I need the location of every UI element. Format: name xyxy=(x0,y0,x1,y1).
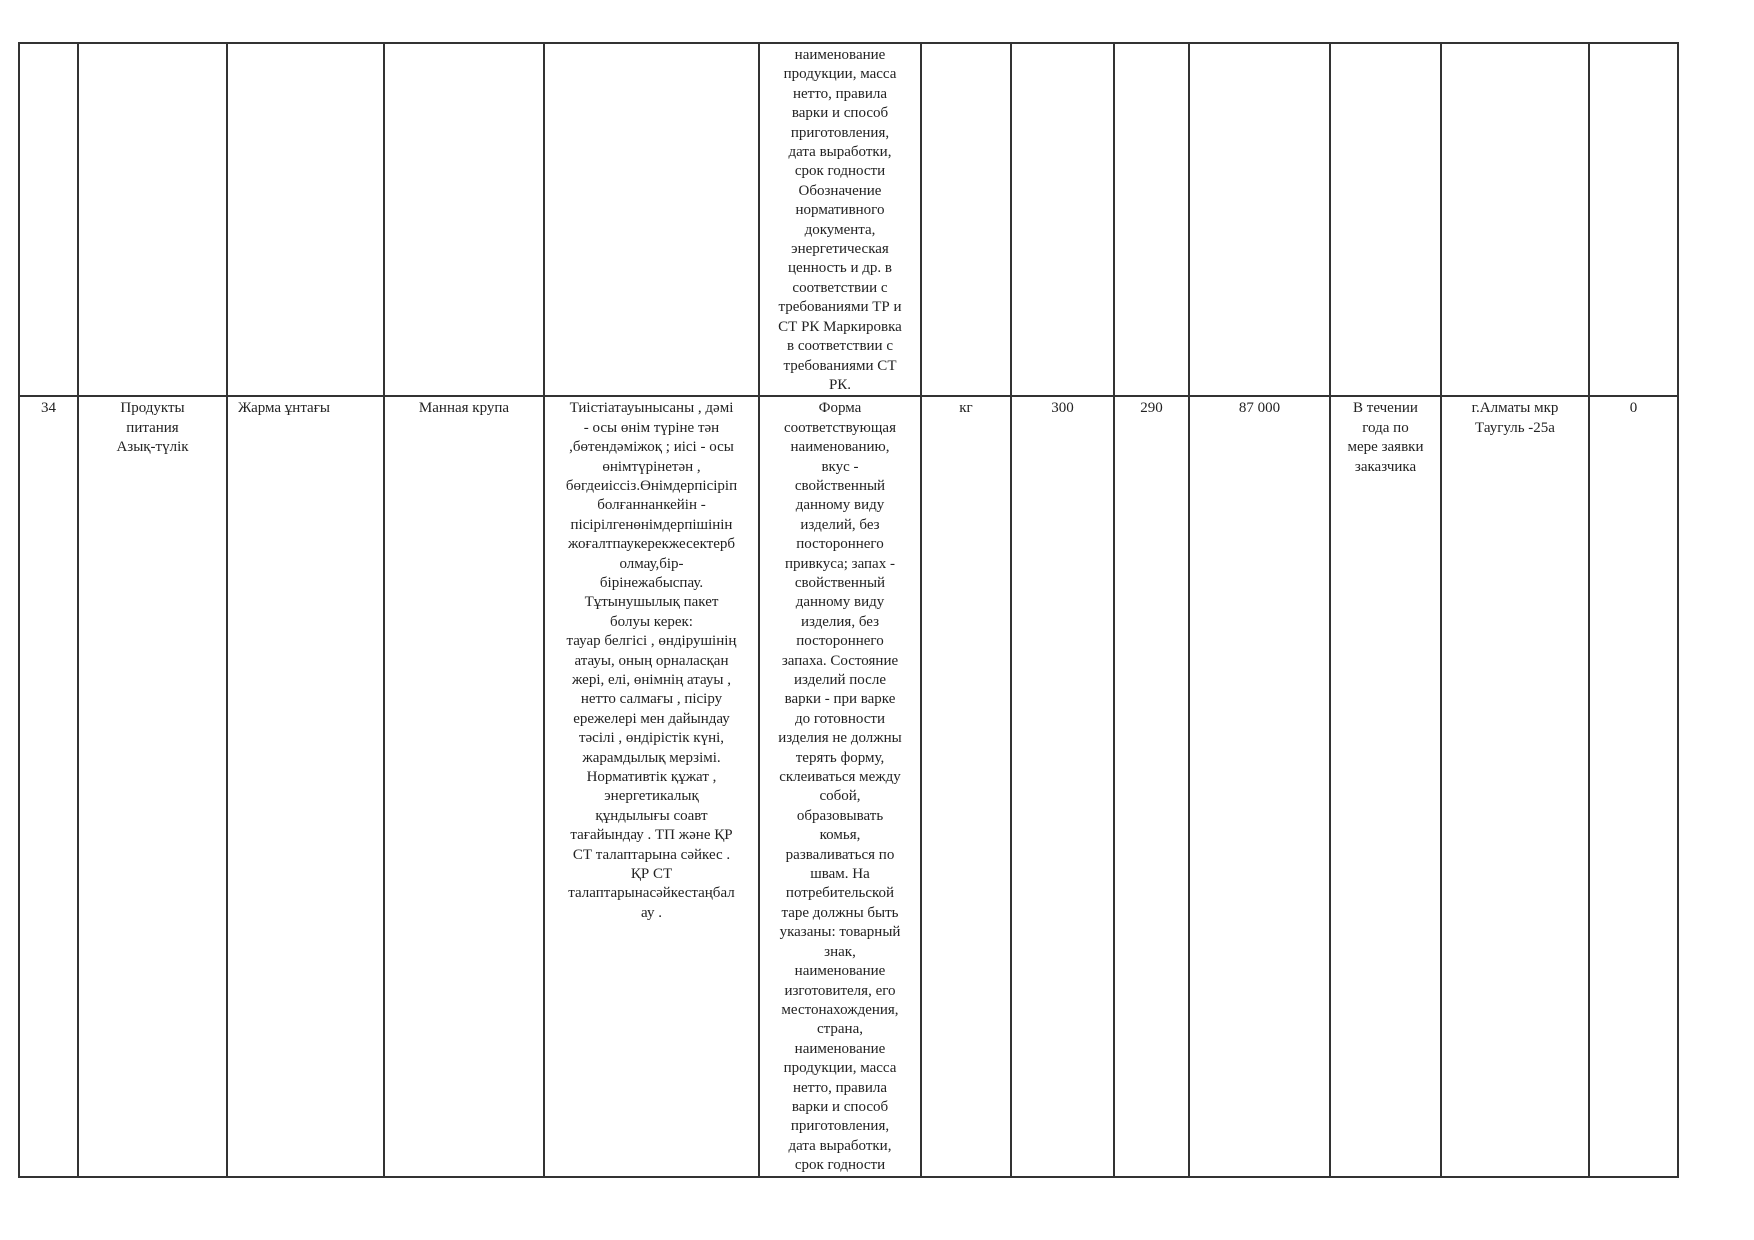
cell-requirements-kz xyxy=(544,43,759,396)
cell-name-kz: Жарма ұнтағы xyxy=(227,396,384,1176)
cell-category: Продукты питания Азық-түлік xyxy=(78,396,227,1176)
cell-number xyxy=(19,43,78,396)
table-row-continuation xyxy=(19,43,1678,396)
cell-category xyxy=(78,43,227,396)
procurement-table xyxy=(18,42,1679,1178)
cell-unit: кг xyxy=(921,396,1011,1176)
cell-name-ru xyxy=(384,43,544,396)
cell-delivery-place xyxy=(1441,43,1589,396)
cell-requirements-kz: Тиістіатауынысаны , дәмі - осы өнім түріне тән ,бөтендәміжоқ ; иісі - осы өнімтүрінетән , бөгдеиіссіз.Өнімдерпісіріп болғаннанкейін - пісірілгенөнімдерпішінін жоғалтпаукерекжесектерб олмау,бір- бірінежабыспау. Тұтынушылық пакет болуы керек: тауар белгісі , өндірушінің атауы, оның орналасқан жері, елі, өнімнің атауы , нетто салмағы , пісіру ережелері мен дайындау тәсілі , өндірістік күні, жарамдылық мерзімі. Нормативтік құжат , энергетикалық құндылығы соавт тағайындау . ТП және ҚР СТ талаптарына сәйкес . ҚР СТ талаптарынасәйкестаңбал ау . xyxy=(544,396,759,1176)
cell-name-kz xyxy=(227,43,384,396)
cell-delivery-term: В течении года по мере заявки заказчика xyxy=(1330,396,1441,1176)
cell-advance xyxy=(1589,43,1678,396)
cell-amount xyxy=(1189,43,1330,396)
cell-price: 290 xyxy=(1114,396,1189,1176)
cell-unit xyxy=(921,43,1011,396)
cell-number: 34 xyxy=(19,396,78,1176)
cell-requirements-ru: наименование продукции, масса нетто, правила варки и способ приготовления, дата выработки, срок годности Обозначение нормативного документа, энергетическая ценность и др. в соответствии с требованиями ТР и СТ РК Маркировка в соответствии с требованиями СТ РК. xyxy=(759,43,921,396)
cell-amount: 87 000 xyxy=(1189,396,1330,1176)
cell-quantity: 300 xyxy=(1011,396,1114,1176)
table-row-34 xyxy=(19,396,1678,1176)
cell-delivery-term xyxy=(1330,43,1441,396)
cell-advance: 0 xyxy=(1589,396,1678,1176)
cell-requirements-ru: Форма соответствующая наименованию, вкус - свойственный данному виду изделий, без постороннего привкуса; запах - свойственный данному виду изделия, без постороннего запаха. Состояние изделий после варки - при варке до готовности изделия не должны терять форму, склеиваться между собой, образовывать комья, разваливаться по швам. На потребительской таре должны быть указаны: товарный знак, наименование изготовителя, его местонахождения, страна, наименование продукции, масса нетто, правила варки и способ приготовления, дата выработки, срок годности xyxy=(759,396,921,1176)
cell-quantity xyxy=(1011,43,1114,396)
cell-price xyxy=(1114,43,1189,396)
cell-name-ru: Манная крупа xyxy=(384,396,544,1176)
cell-delivery-place: г.Алматы мкр Таугуль -25а xyxy=(1441,396,1589,1176)
